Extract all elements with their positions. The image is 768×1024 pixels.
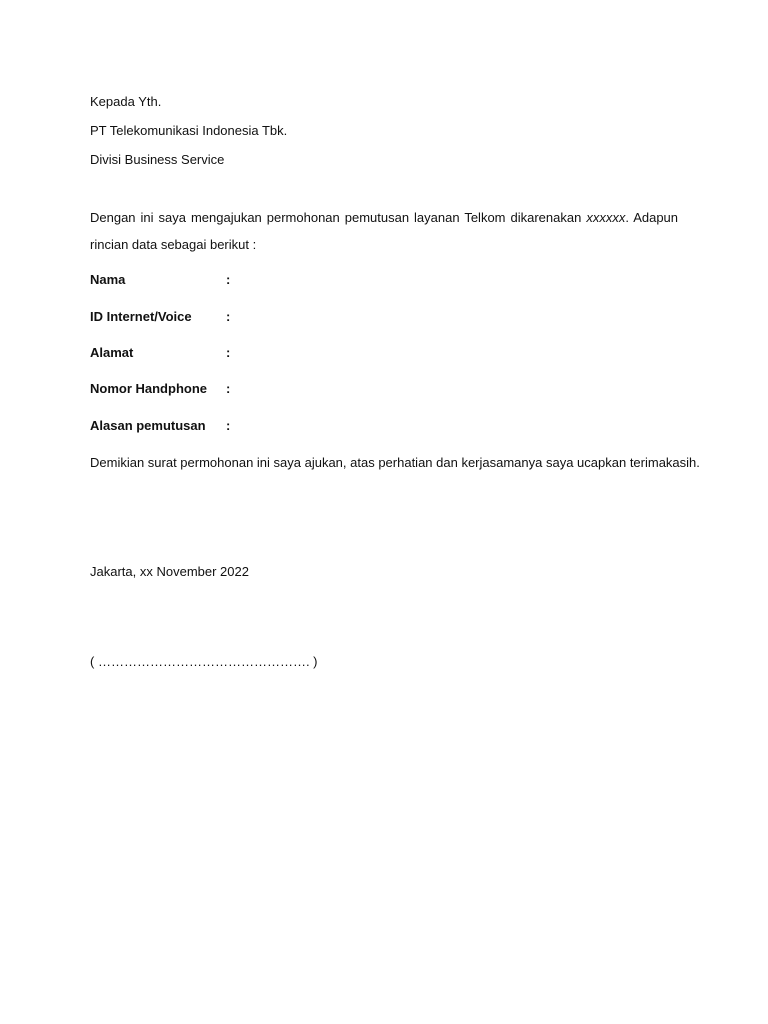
field-nomor-handphone [90, 380, 678, 398]
field-label: Alasan pemutusan [90, 418, 206, 433]
field-nama [90, 271, 678, 289]
field-alasan-pemutusan [90, 417, 678, 435]
reason-placeholder: xxxxxx [586, 210, 626, 225]
field-colon: : [226, 418, 231, 433]
recipient-division: Divisi Business Service [90, 152, 225, 167]
recipient-company: PT Telekomunikasi Indonesia Tbk. [90, 123, 288, 138]
place-date: Jakarta, xx November 2022 [90, 564, 249, 579]
signature-placeholder: ( …………………………………………. ) [90, 654, 318, 669]
field-colon: : [226, 381, 231, 396]
field-alamat [90, 344, 678, 362]
field-label: Nama [90, 272, 126, 287]
intro-text-start: Dengan ini saya mengajukan permohonan pemutusan layanan Telkom dikarenakan [90, 210, 587, 225]
field-label: Alamat [90, 345, 134, 360]
closing-sentence: Demikian surat permohonan ini saya ajukan, atas perhatian dan kerjasamanya saya ucapkan terimakasih. [90, 455, 700, 470]
recipient-salutation: Kepada Yth. [90, 94, 162, 109]
field-label: Nomor Handphone [90, 381, 207, 396]
intro-paragraph [90, 204, 678, 258]
field-colon: : [226, 272, 231, 287]
field-label: ID Internet/Voice [90, 309, 192, 324]
field-colon: : [226, 309, 231, 324]
intro-text-end: . Adapun rincian data sebagai berikut : [90, 210, 679, 252]
field-colon: : [226, 345, 231, 360]
field-id-internet-voice [90, 308, 678, 326]
